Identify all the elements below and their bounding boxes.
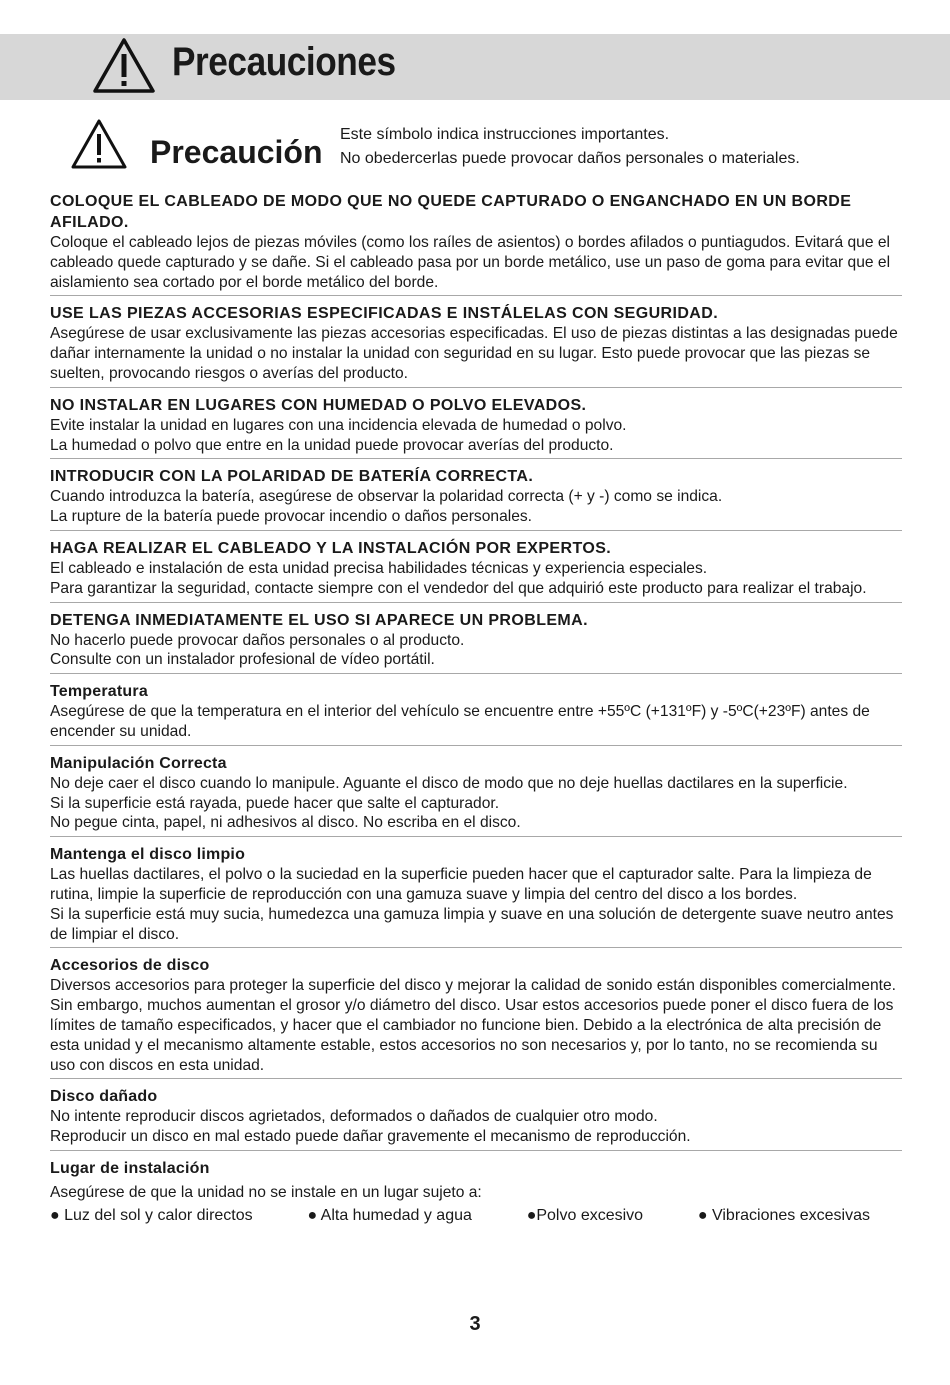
section-line: La rupture de la batería puede provocar incendio o daños personales. [50, 508, 533, 526]
section-battery [50, 465, 902, 531]
section-body [50, 233, 902, 292]
caution-description [340, 123, 800, 171]
section-line: No pegue cinta, papel, ni adhesivos al disco. No escriba en el disco. [50, 814, 521, 832]
section-wiring [50, 190, 902, 296]
section-title: Manipulación Correcta [50, 754, 227, 772]
section-body [50, 416, 902, 456]
section-title: Accesorios de disco [50, 957, 210, 975]
section-body [50, 487, 902, 527]
precautions-list [50, 190, 902, 1236]
section-line: No deje caer el disco cuando lo manipule. Aguante el disco de modo que no deje huellas dactilares en la superficie. [50, 774, 848, 792]
section-problem [50, 609, 902, 675]
bullet-item: ● Luz del sol y calor directos [50, 1206, 253, 1224]
section-line: No hacerlo puede provocar daños personales o al producto. [50, 631, 465, 649]
section-title: NO INSTALAR EN LUGARES CON HUMEDAD O POLVO ELEVADOS. [50, 396, 587, 414]
section-humidity [50, 394, 902, 460]
section-line: No intente reproducir discos agrietados, deformados o dañados de cualquier otro modo. [50, 1108, 658, 1126]
bullet-item: ●Polvo excesivo [526, 1206, 644, 1224]
caution-triangle-icon [70, 118, 128, 170]
section-disc-accessories [50, 954, 902, 1079]
section-accessories [50, 302, 902, 387]
caution-label: Precaución [150, 134, 323, 170]
section-temperature [50, 680, 902, 746]
section-body [50, 702, 902, 742]
section-body [50, 631, 902, 671]
section-line: Consulte con un instalador profesional de vídeo portátil. [50, 651, 435, 669]
section-line: Coloque el cableado lejos de piezas móviles (como los raíles de asientos) o bordes afilados o puntiagudos. Evitará que el cableado quede capturado y se dañe. Si el cableado pasa por un borde metálico, use un paso de goma para evitar que el aislamiento sea cortado por el borde metálico del borde. [50, 234, 891, 291]
section-title: Lugar de instalación [50, 1159, 210, 1177]
section-line: Sin embargo, muchos aumentan el grosor y/o diámetro del disco. Usar estos accesorios puede poner el disco fuera de los límites de tamaño especificados, y hacer que el cambiador no funcione bien. Debido a la electrónica de alta precisión de esta unidad y el mecanismo altamente estable, estos accesorios no son necesarios y, por lo tanto, no se recomienda su uso con discos en esta unidad. [50, 997, 894, 1074]
section-line: Cuando introduzca la batería, asegúrese de observar la polaridad correcta (+ y -) como se indica. [50, 488, 723, 506]
section-experts [50, 537, 902, 603]
section-line: Asegúrese de que la temperatura en el interior del vehículo se encuentre entre +55ºC (+131ºF) y -5ºC(+23ºF) antes de encender su unidad. [50, 703, 870, 740]
bullet-item: ● Vibraciones excesivas [697, 1206, 870, 1224]
section-body [50, 976, 902, 1075]
section-handling [50, 752, 902, 837]
section-body [50, 774, 902, 833]
section-body [50, 1107, 902, 1147]
section-body [50, 1183, 902, 1203]
install-conditions-list [50, 1205, 870, 1227]
warning-triangle-icon [92, 36, 156, 94]
section-title: Disco dañado [50, 1088, 158, 1106]
section-install-location [50, 1157, 902, 1230]
section-title: COLOQUE EL CABLEADO DE MODO QUE NO QUEDE CAPTURADO O ENGANCHADO EN UN BORDE AFILADO. [50, 193, 852, 231]
section-line: Si la superficie está rayada, puede hacer que salte el capturador. [50, 794, 500, 812]
section-body [50, 559, 902, 599]
section-line: Asegúrese de usar exclusivamente las piezas accesorias especificadas. El uso de piezas distintas a las designadas puede dañar internamente la unidad o no instalar la unidad con seguridad en su lugar. Esto puede provocar que las piezas se suelten, provocando riesgos o averías del producto. [50, 325, 898, 382]
bullet-item: ● Alta humedad y agua [307, 1206, 472, 1224]
section-title: DETENGA INMEDIATAMENTE EL USO SI APARECE UN PROBLEMA. [50, 611, 588, 629]
section-line: Reproducir un disco en mal estado puede dañar gravemente el mecanismo de reproducción. [50, 1128, 691, 1146]
section-line: Para garantizar la seguridad, contacte siempre con el vendedor del que adquirió este producto para realizar el trabajo. [50, 579, 867, 597]
section-line: Evite instalar la unidad en lugares con una incidencia elevada de humedad o polvo. [50, 416, 627, 434]
section-title: HAGA REALIZAR EL CABLEADO Y LA INSTALACIÓN POR EXPERTOS. [50, 539, 612, 557]
section-line: La humedad o polvo que entre en la unidad puede provocar averías del producto. [50, 436, 614, 454]
section-line: Asegúrese de que la unidad no se instale en un lugar sujeto a: [50, 1183, 482, 1201]
section-body [50, 324, 902, 383]
caution-line-1: Este símbolo indica instrucciones importantes. [340, 126, 670, 143]
page-title: Precauciones [172, 40, 396, 84]
section-damaged-disc [50, 1085, 902, 1151]
section-line: El cableado e instalación de esta unidad precisa habilidades técnicas y experiencia especiales. [50, 559, 708, 577]
caution-line-2: No obedercerlas puede provocar daños personales o materiales. [340, 150, 800, 167]
section-line: Diversos accesorios para proteger la superficie del disco y mejorar la calidad de sonido están disponibles comercialmente. [50, 977, 896, 995]
section-clean-disc [50, 843, 902, 948]
section-line: Si la superficie está muy sucia, humedezca una gamuza limpia y suave en una solución de detergente suave neutro antes de limpiar el disco. [50, 905, 894, 943]
section-body [50, 865, 902, 944]
section-title: Temperatura [50, 683, 148, 701]
page-number: 3 [469, 1313, 481, 1335]
section-title: INTRODUCIR CON LA POLARIDAD DE BATERÍA CORRECTA. [50, 468, 534, 486]
header-banner [0, 34, 950, 100]
section-title: Mantenga el disco limpio [50, 846, 246, 864]
section-title: USE LAS PIEZAS ACCESORIAS ESPECIFICADAS E INSTÁLELAS CON SEGURIDAD. [50, 305, 719, 323]
section-line: Las huellas dactilares, el polvo o la suciedad en la superficie pueden hacer que el capturador salte. Para la limpieza de rutina, limpie la superficie de reproducción con una gamuza suave y limpia del centro del disco a los bordes. [50, 866, 872, 903]
